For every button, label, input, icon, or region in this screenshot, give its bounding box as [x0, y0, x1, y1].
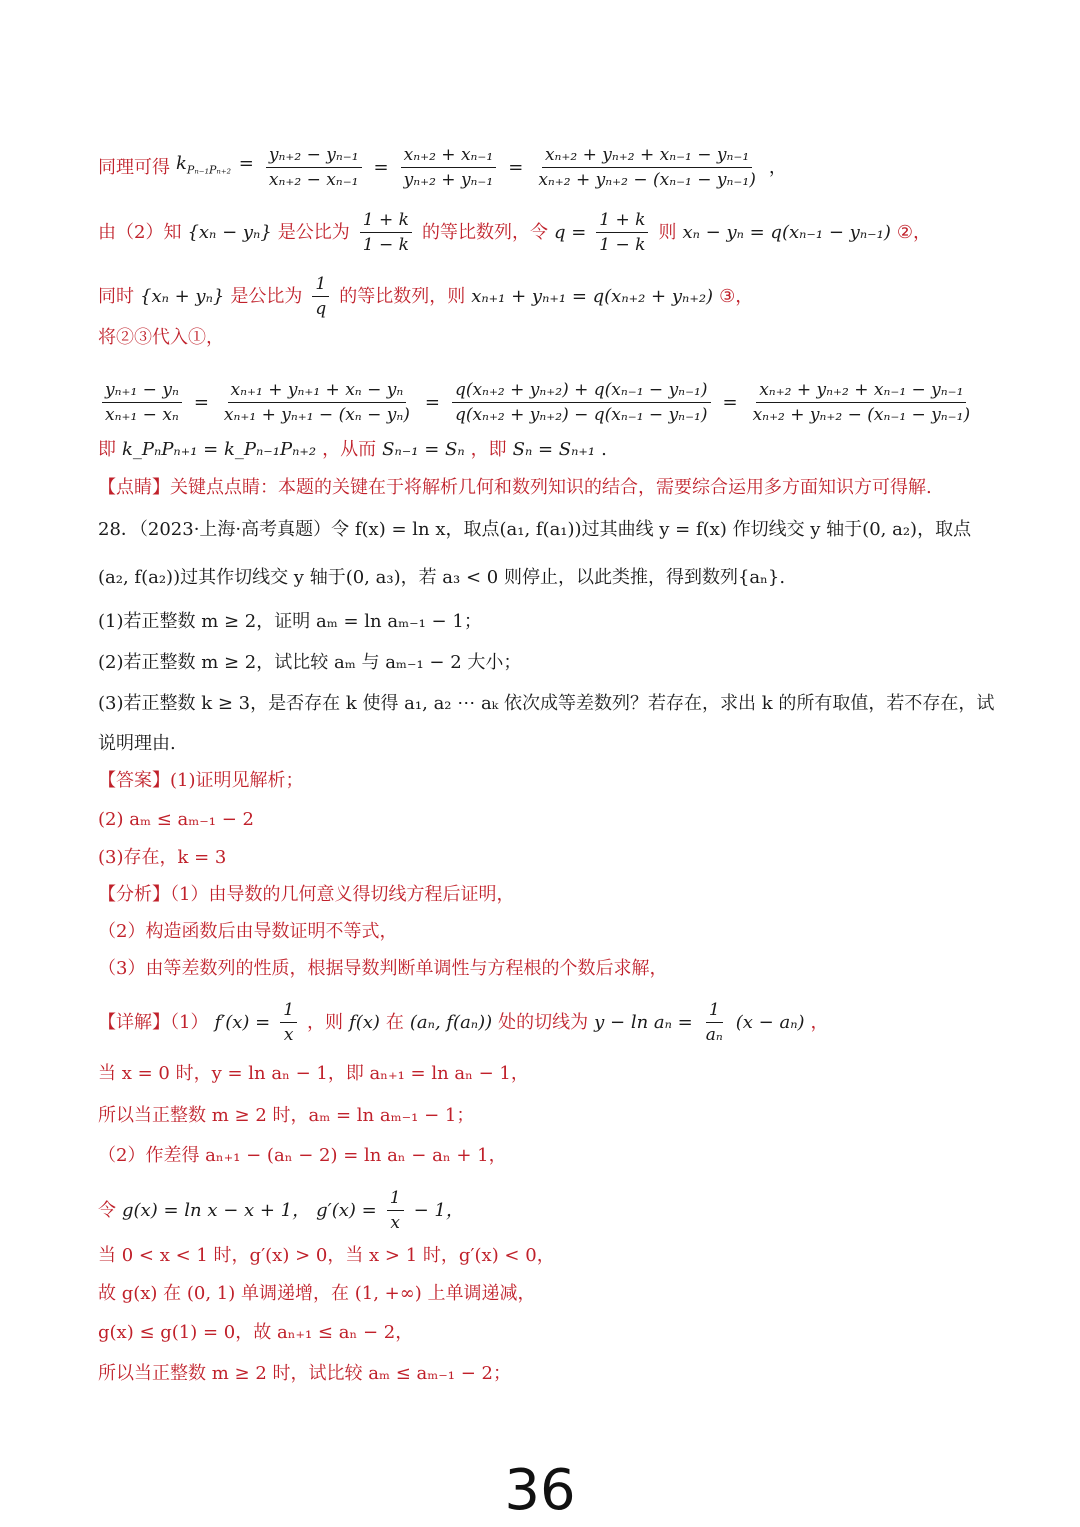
fraction: $\frac{1}{\text{aₙ}}$ [705, 1000, 723, 1045]
line-20: 【详解】（1） f′(x) = $\frac{1}{x}$ ，则 f(x) 在 (aₙ, f(aₙ)) 处的切线为 y − ln aₙ = $\frac{1}{\text{aₙ}}$ (x − aₙ) ， [98, 1000, 829, 1045]
line-28: 所以当正整数 m ≥ 2 时，试比较 aₘ ≤ aₘ₋₁ − 2； [98, 1363, 511, 1384]
line-2: 由（2）知 {xₙ − yₙ} 是公比为 $\frac{1 + k}{1 - k}$ 的等比数列，令 q = $\frac{1 + k}{1 - k}$ 则 xₙ − yₙ = q(xₙ₋₁ − yₙ₋₁) ②， [98, 210, 932, 255]
line-16: (3)存在，k = 3 [98, 847, 227, 868]
line-6: 即 k_PₙPₙ₊₁ = k_Pₙ₋₁Pₙ₊₂ ，从而 Sₙ₋₁ = Sₙ ，即 Sₙ = Sₙ₊₁ . [98, 439, 607, 460]
fraction: $\frac{1}{q}$ [312, 274, 329, 319]
line-23: （2）作差得 aₙ₊₁ − (aₙ − 2) = ln aₙ − aₙ + 1， [98, 1145, 507, 1166]
line-4: 将②③代入①， [98, 327, 224, 348]
fraction: $\frac{\text{xₙ₊₂ + yₙ₊₂ + xₙ₋₁ − yₙ₋₁}}{\text{xₙ₊₂ + yₙ₊₂ − (xₙ₋₁ − yₙ₋₁)}}$ [752, 380, 971, 425]
line-5: $\frac{\text{yₙ₊₁ − yₙ}}{\text{xₙ₊₁ − xₙ}}$ = $\frac{\text{xₙ₊₁ + yₙ₊₁ + xₙ − yₙ}}{\text{xₙ₊₁ + yₙ₊₁ − (xₙ − yₙ)}}$ = $\frac{\text{q(xₙ₊₂ + yₙ₊₂) + q(xₙ₋₁ − yₙ₋₁)}}{\text{q(xₙ₊₂ + yₙ₊₂) − q(xₙ₋₁ − yₙ₋₁)}}$ = $\frac{\text{xₙ₊₂ + yₙ₊₂ + xₙ₋₁ − yₙ₋₁}}{\text{xₙ₊₂ + yₙ₊₂ − (xₙ₋₁ − yₙ₋₁)}}$ [98, 380, 1000, 425]
line-8: 28．（2023·上海·高考真题）令 f(x) = ln x，取点(a₁, f(a₁))过其曲线 y = f(x) 作切线交 y 轴于(0, a₂)，取点 [98, 519, 972, 540]
line-26: 故 g(x) 在 (0, 1) 单调递增，在 (1, +∞) 上单调递减， [98, 1283, 536, 1304]
fraction: $\frac{\text{xₙ₊₂ + xₙ₋₁}}{\text{yₙ₊₂ + yₙ₋₁}}$ [401, 145, 497, 190]
line-12: (3)若正整数 k ≥ 3，是否存在 k 使得 a₁, a₂ ⋯ aₖ 依次成等差数列？若存在，求出 k 的所有取值，若不存在，试 [98, 693, 995, 714]
fraction: $\frac{\text{xₙ₊₁ + yₙ₊₁ + xₙ − yₙ}}{\text{xₙ₊₁ + yₙ₊₁ − (xₙ − yₙ)}}$ [223, 380, 410, 425]
fraction: $\frac{1 + k}{1 - k}$ [360, 210, 412, 255]
line-15: (2) aₘ ≤ aₘ₋₁ − 2 [98, 809, 254, 830]
line-27: g(x) ≤ g(1) = 0，故 aₙ₊₁ ≤ aₙ − 2， [98, 1322, 414, 1343]
line-1: 同理可得 $k_{P_{n-1}P_{n+2}}$ = $\frac{\text{yₙ₊₂ − yₙ₋₁}}{\text{xₙ₊₂ − xₙ₋₁}}$ = $\frac{\text{xₙ₊₂ + xₙ₋₁}}{\text{yₙ₊₂ + yₙ₋₁}}$ = $\frac{\text{xₙ₊₂ + yₙ₊₂ + xₙ₋₁ − yₙ₋₁}}{\text{xₙ₊₂ + yₙ₊₂ − (xₙ₋₁ − yₙ₋₁)}}$ ， [98, 145, 787, 190]
line-22: 所以当正整数 m ≥ 2 时，aₘ = ln aₘ₋₁ − 1； [98, 1105, 475, 1126]
line-11: (2)若正整数 m ≥ 2，试比较 aₘ 与 aₘ₋₁ − 2 大小； [98, 652, 522, 673]
line-9: (a₂, f(a₂))过其作切线交 y 轴于(0, a₃)，若 a₃ < 0 则停止，以此类推，得到数列{aₙ}. [98, 567, 786, 588]
line-19: （3）由等差数列的性质，根据导数判断单调性与方程根的个数后求解， [98, 958, 668, 979]
line-24: 令 g(x) = ln x − x + 1， g′(x) = $\frac{1}{x}$ − 1， [98, 1188, 464, 1233]
fraction: $\frac{\text{xₙ₊₂ + yₙ₊₂ + xₙ₋₁ − yₙ₋₁}}{\text{xₙ₊₂ + yₙ₊₂ − (xₙ₋₁ − yₙ₋₁)}}$ [538, 145, 756, 190]
line-14: 【答案】(1)证明见解析； [98, 770, 304, 791]
line-25: 当 0 < x < 1 时，g′(x) > 0，当 x > 1 时，g′(x) < 0， [98, 1245, 555, 1266]
fraction: $\frac{\text{q(xₙ₊₂ + yₙ₊₂) + q(xₙ₋₁ − yₙ₋₁)}}{\text{q(xₙ₊₂ + yₙ₊₂) − q(xₙ₋₁ − yₙ₋₁)}}$ [452, 380, 711, 425]
line-3: 同时 {xₙ + yₙ} 是公比为 $\frac{1}{q}$ 的等比数列，则 xₙ₊₁ + yₙ₊₁ = q(xₙ₊₂ + yₙ₊₂) ③， [98, 274, 754, 319]
line-10: (1)若正整数 m ≥ 2，证明 aₘ = ln aₘ₋₁ − 1； [98, 611, 482, 632]
fraction: $\frac{1 + k}{1 - k}$ [596, 210, 648, 255]
fraction: $\frac{1}{x}$ [280, 1000, 297, 1045]
page-number: 36 [504, 1458, 576, 1523]
fraction: $\frac{\text{yₙ₊₁ − yₙ}}{\text{xₙ₊₁ − xₙ}}$ [102, 380, 182, 425]
math: $k_{P_{n-1}P_{n+2}}$ = [176, 153, 254, 177]
line-21: 当 x = 0 时，y = ln aₙ − 1，即 aₙ₊₁ = ln aₙ − 1， [98, 1063, 529, 1084]
line-17: 【分析】（1）由导数的几何意义得切线方程后证明， [98, 884, 515, 905]
line-7: 【点睛】关键点点睛：本题的关键在于将解析几何和数列知识的结合，需要综合运用多方面知识方可得解. [98, 477, 932, 498]
fraction: $\frac{\text{yₙ₊₂ − yₙ₋₁}}{\text{xₙ₊₂ − xₙ₋₁}}$ [266, 145, 362, 190]
text: 同理可得 [98, 156, 170, 178]
fraction: $\frac{1}{x}$ [387, 1188, 404, 1233]
line-13: 说明理由. [98, 733, 176, 754]
line-18: （2）构造函数后由导数证明不等式， [98, 921, 398, 942]
